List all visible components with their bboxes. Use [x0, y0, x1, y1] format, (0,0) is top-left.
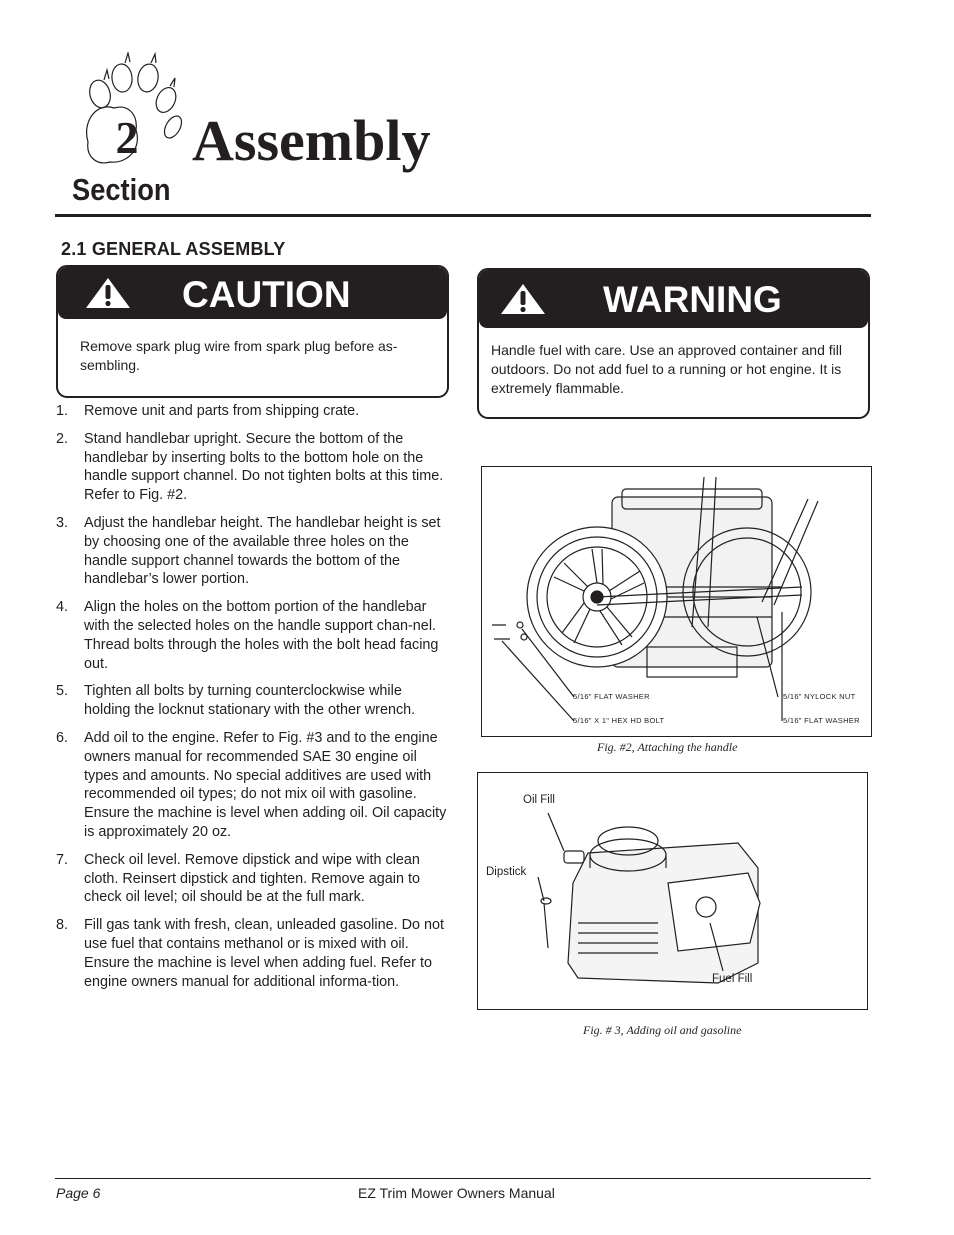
- step-text: Adjust the handlebar height. The handlebar height is set by choosing one of the available three holes on the handle support channel towards the bottom of the handlebar’s lower portion.: [84, 514, 441, 588]
- figure2-caption: Fig. #2, Attaching the handle: [597, 740, 738, 754]
- footer-rule: [55, 1178, 871, 1179]
- warning-triangle-icon: [499, 282, 547, 316]
- callout-nylock-nut: 5/16" NYLOCK NUT: [783, 692, 856, 701]
- caution-text: Remove spark plug wire from spark plug before as-sembling.: [80, 338, 398, 373]
- caution-label: CAUTION: [182, 274, 351, 315]
- warning-label: WARNING: [603, 279, 782, 320]
- callout-dipstick: Dipstick: [486, 866, 527, 878]
- step-text: Check oil level. Remove dipstick and wipe with clean cloth. Reinsert dipstick and tighten. Remove again to check oil level; oil should be at the full mark.: [84, 851, 420, 906]
- list-item: [56, 916, 451, 991]
- engine-illustration: [478, 773, 867, 1009]
- list-item: [56, 598, 451, 673]
- step-number: 6.: [56, 729, 69, 746]
- callout-flat-washer-left: 5/16" FLAT WASHER: [573, 692, 650, 701]
- callout-fuel-fill: Fuel Fill: [712, 973, 753, 985]
- caution-header: [58, 267, 447, 319]
- section-number: 2: [115, 112, 139, 163]
- list-item: [56, 514, 451, 589]
- warning-header: [479, 270, 868, 328]
- list-item: [56, 430, 451, 505]
- list-item: [56, 851, 451, 907]
- callout-oil-fill: Oil Fill: [523, 794, 555, 806]
- step-text: Add oil to the engine. Refer to Fig. #3 and to the engine owners manual for recommended SAE 30 engine oil types and amounts. No special additives are used with recommended oil types; do not mix oil with gasoline. Ensure the machine is level when adding oil. Oil capacity is approximately 20 oz.: [84, 729, 447, 840]
- step-number: 5.: [56, 683, 69, 700]
- warning-text: Handle fuel with care. Use an approved container and fill outdoors. Do not add fuel to a running or hot engine. It is extremely flammable.: [491, 342, 842, 396]
- step-number: 8.: [56, 917, 69, 934]
- step-text: Tighten all bolts by turning counterclockwise while holding the locknut stationary with the other wrench.: [84, 683, 416, 719]
- warning-triangle-icon: [84, 276, 132, 310]
- section-heading: 2.1 GENERAL ASSEMBLY: [61, 239, 286, 259]
- chapter-title: Assembly: [192, 108, 431, 173]
- step-number: 1.: [56, 403, 69, 419]
- list-item: [56, 402, 451, 421]
- step-text: Fill gas tank with fresh, clean, unleaded gasoline. Do not use fuel that contains methanol or is mixed with oil. Ensure the machine is level when adding fuel. Refer to engine owners manual for additional informa-tion.: [84, 917, 444, 990]
- header-rule: [55, 214, 871, 217]
- section-label: Section: [72, 172, 171, 207]
- page-number: Page 6: [56, 1185, 101, 1201]
- step-text: Remove unit and parts from shipping crate.: [84, 403, 360, 419]
- caution-box: [56, 265, 449, 398]
- step-number: 7.: [56, 851, 69, 868]
- manual-title: EZ Trim Mower Owners Manual: [358, 1185, 555, 1201]
- assembly-steps: [56, 402, 451, 1000]
- callout-flat-washer-right: 5/16" FLAT WASHER: [783, 716, 860, 725]
- figure-attaching-handle: [481, 466, 872, 737]
- list-item: [56, 729, 451, 842]
- figure3-caption: Fig. # 3, Adding oil and gasoline: [583, 1023, 742, 1037]
- callout-hex-bolt: 5/16" X 1" HEX HD BOLT: [573, 716, 665, 725]
- step-number: 3.: [56, 514, 69, 531]
- step-number: 4.: [56, 599, 69, 616]
- list-item: [56, 682, 451, 720]
- figure-adding-oil-gasoline: [477, 772, 868, 1010]
- step-number: 2.: [56, 430, 69, 447]
- warning-box: [477, 268, 870, 419]
- step-text: Stand handlebar upright. Secure the bottom of the handlebar by inserting bolts to the bottom hole on the handle support channel. Do not tighten bolts at this time. Refer to Fig. #2.: [84, 430, 444, 504]
- step-text: Align the holes on the bottom portion of the handlebar with the selected holes on the handle support chan-nel. Thread bolts through the holes with the bolt head facing out.: [84, 599, 439, 672]
